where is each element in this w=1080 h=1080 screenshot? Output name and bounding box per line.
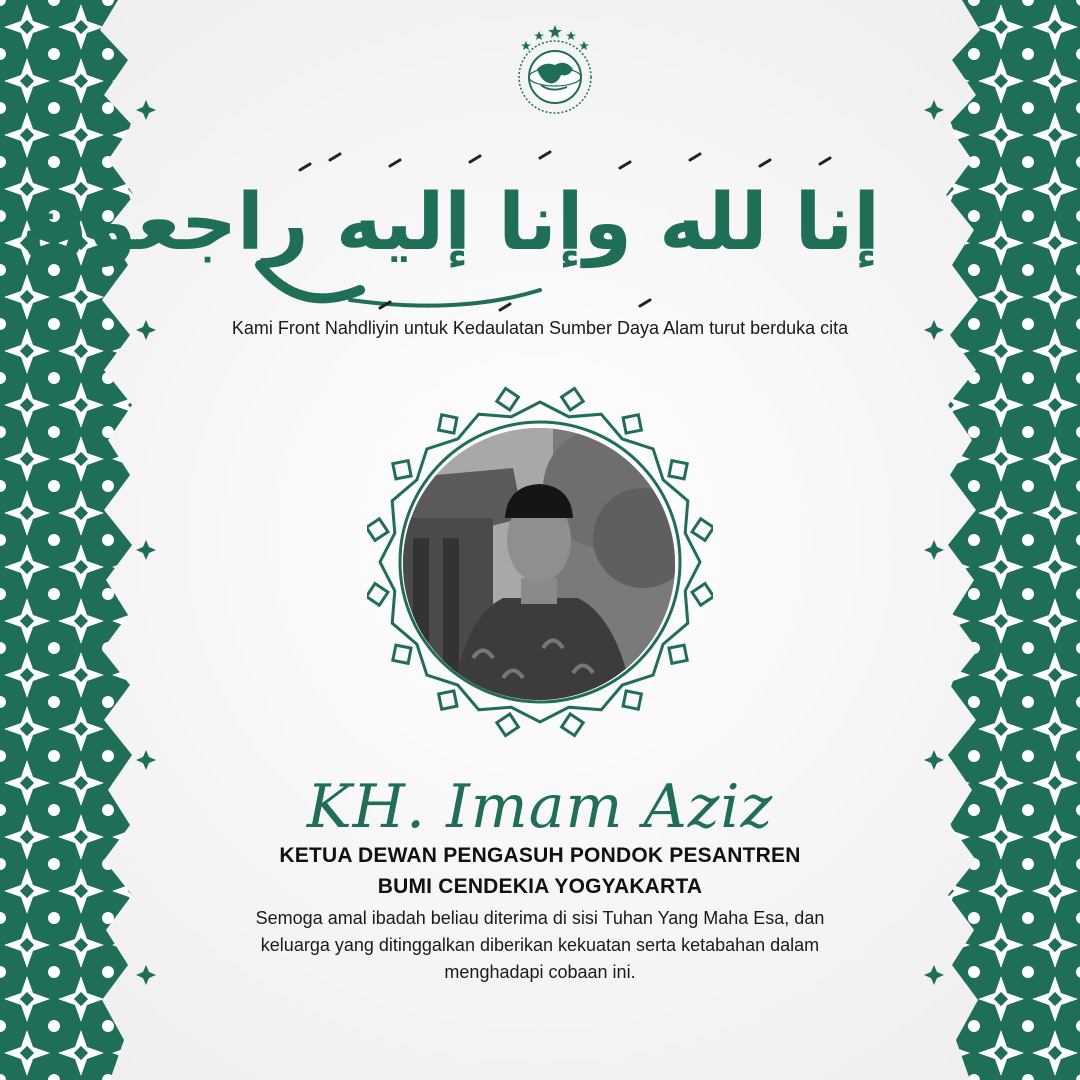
portrait-photo: [403, 428, 675, 700]
condolence-text: Kami Front Nahdliyin untuk Kedaulatan Sumber Daya Alam turut berduka cita: [231, 318, 849, 338]
frame-diamond: [669, 461, 687, 479]
nahdliyin-logo-icon: [511, 23, 599, 115]
prayer-text: [200, 905, 880, 986]
frame-diamond: [439, 415, 457, 433]
frame-diamond: [692, 519, 713, 541]
frame-diamond: [497, 714, 519, 736]
prayer-line-3: menghadapi cobaan ini.: [444, 962, 636, 982]
right-ornament-border: [920, 0, 1080, 1080]
frame-diamond: [623, 415, 641, 433]
frame-diamond: [439, 691, 457, 709]
frame-diamond: [692, 584, 713, 606]
calligraphy-block: [21, 140, 880, 320]
person-name: KH. Imam Aziz: [306, 772, 774, 842]
frame-diamond: [393, 645, 411, 663]
frame-diamond: [623, 691, 641, 709]
frame-diamond: [562, 714, 584, 736]
person-title-line-2: BUMI CENDEKIA YOGYAKARTA: [377, 875, 703, 898]
frame-diamond: [393, 461, 411, 479]
frame-diamond: [367, 519, 388, 541]
prayer-line-2: keluarga yang ditinggalkan diberikan kekuatan serta ketabahan dalam: [260, 935, 820, 955]
calligraphy-text: إنا لله وإنا إليه راجعون: [21, 178, 880, 268]
frame-diamond: [497, 388, 519, 410]
prayer-line-1: Semoga amal ibadah beliau diterima di sisi Tuhan Yang Maha Esa, dan: [255, 908, 825, 928]
frame-diamond: [669, 645, 687, 663]
person-title-line-1: KETUA DEWAN PENGASUH PONDOK PESANTREN: [279, 844, 801, 867]
portrait-illustration: [403, 428, 675, 700]
frame-diamond: [562, 388, 584, 410]
frame-diamond: [367, 584, 388, 606]
